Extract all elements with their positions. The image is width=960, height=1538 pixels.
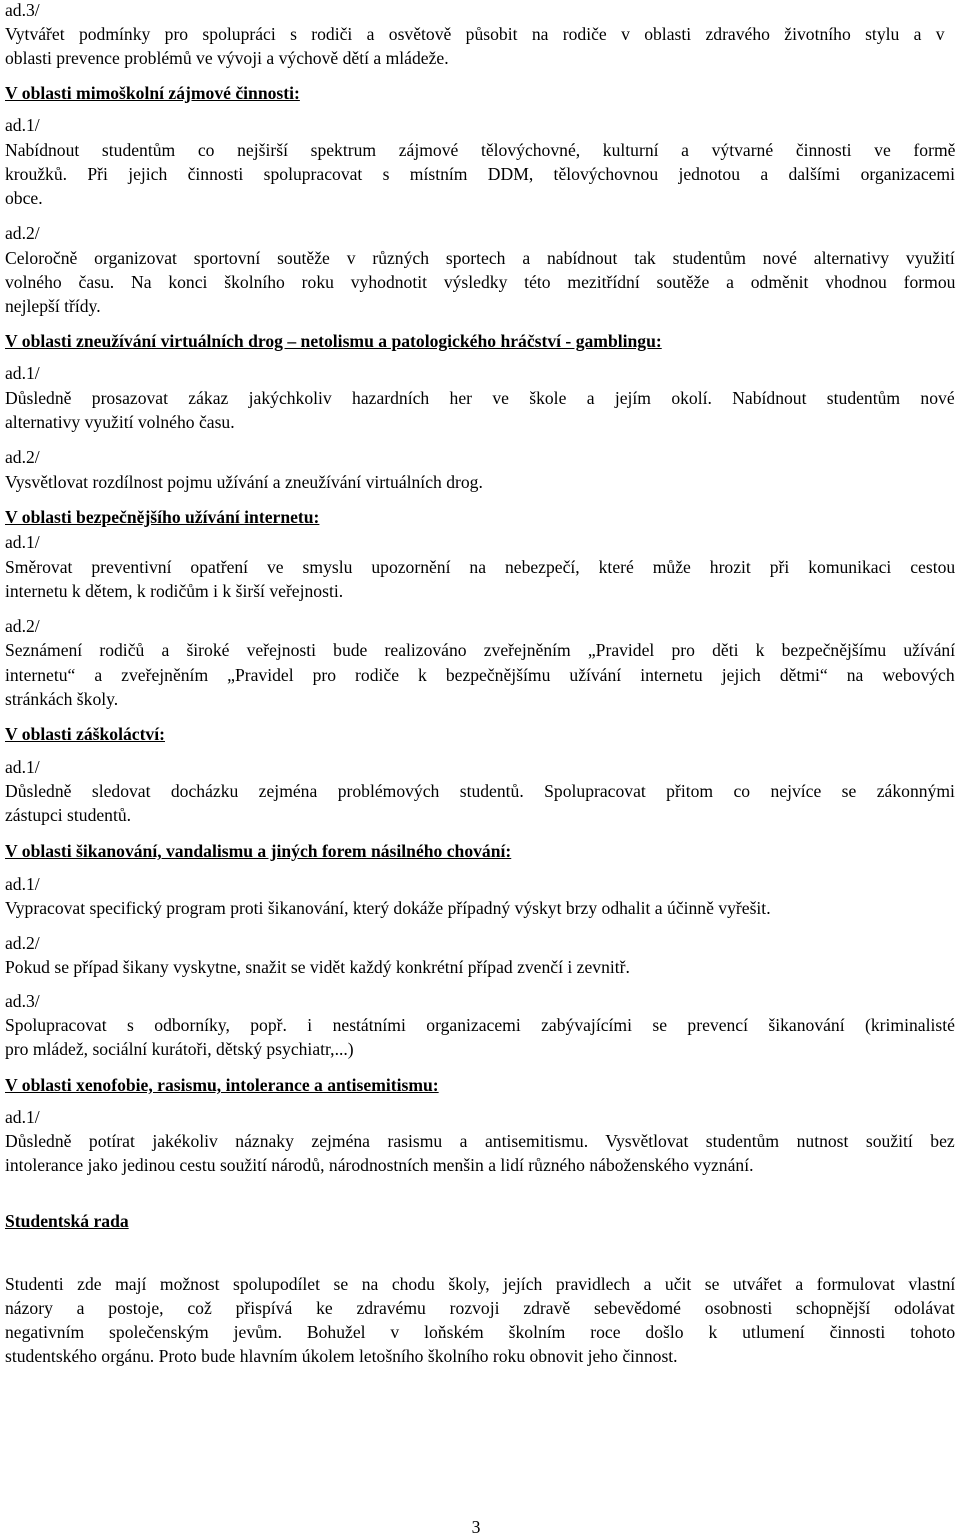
text-line: názory a postoje, což přispívá ke zdravému rozvoji zdravě sebevědomé osobnosti schopnější odolávat — [5, 1298, 955, 1318]
text-line: Vypracovat specifický program proti šikanování, který dokáže případný výskyt brzy odhalit a účinně vyřešit. — [5, 898, 771, 918]
text-line: internetu k dětem, k rodičům i k širší veřejnosti. — [5, 581, 344, 601]
text-line: ad.1/ — [5, 1107, 40, 1127]
text-line: ad.1/ — [5, 757, 40, 777]
text-line: alternativy využití volného času. — [5, 412, 235, 432]
text-line: nejlepší třídy. — [5, 296, 101, 316]
section-heading: V oblasti šikanování, vandalismu a jiných forem násilného chování: — [5, 841, 512, 861]
text-line: negativním společenským jevům. Bohužel v loňském školním roce došlo k utlumení činnosti tohoto — [5, 1322, 956, 1342]
text-line: ad.3/ — [5, 991, 40, 1011]
text-line: internetu“ a zveřejněním „Pravidel pro rodiče k bezpečnějšímu užívání internetu jejich dětmi“ na webových — [5, 665, 955, 685]
text-line: Důsledně sledovat docházku zejména problémových studentů. Spolupracovat přitom co nejvíce se zákonnými — [5, 781, 955, 801]
text-line: Nabídnout studentům co nejširší spektrum zájmové tělovýchovné, kulturní a výtvarné činnosti ve formě — [5, 140, 956, 160]
text-line: ad.1/ — [5, 115, 40, 135]
text-line: volného času. Na konci školního roku vyhodnotit výsledky této mezitřídní soutěže a odměnit vhodnou formou — [5, 272, 956, 292]
text-line: Směrovat preventivní opatření ve smyslu upozornění na nebezpečí, které může hrozit při komunikaci cestou — [5, 557, 956, 577]
text-line: Studenti zde mají možnost spolupodílet se na chodu školy, jejích pravidlech a učit se utvářet a formulovat vlastní — [5, 1274, 956, 1294]
text-line: Vysvětlovat rozdílnost pojmu užívání a zneužívání virtuálních drog. — [5, 472, 483, 492]
text-line: Spolupracovat s odborníky, popř. i nestátními organizacemi zabývajícími se prevencí šikanování (kriminalisté — [5, 1015, 955, 1035]
text-line: oblasti prevence problémů ve vývoji a výchově dětí a mládeže. — [5, 48, 449, 68]
section-heading: V oblasti zneužívání virtuálních drog – netolismu a patologického hráčství - gamblingu: — [5, 331, 662, 351]
text-line: intolerance jako jedinou cestu soužití národů, národnostních menšin a lidí různého náboženského vyznání. — [5, 1155, 754, 1175]
text-line: Pokud se případ šikany vyskytne, snažit se vidět každý konkrétní případ zvenčí i zevnitř. — [5, 957, 630, 977]
text-line: pro mládež, sociální kurátoři, dětský psychiatr,...) — [5, 1039, 354, 1059]
text-line: ad.1/ — [5, 874, 40, 894]
text-line: ad.2/ — [5, 933, 40, 953]
text-line: obce. — [5, 188, 43, 208]
section-heading: V oblasti bezpečnějšího užívání internetu: — [5, 507, 320, 527]
text-line: Celoročně organizovat sportovní soutěže v různých sportech a nabídnout tak studentům nové alternativy využití — [5, 248, 955, 268]
text-line: zástupci studentů. — [5, 805, 132, 825]
text-line: ad.2/ — [5, 447, 40, 467]
text-line: Seznámení rodičů a široké veřejnosti bude realizováno zveřejněním „Pravidel pro děti k bezpečnějšímu užívání — [5, 640, 956, 660]
section-heading: V oblasti záškoláctví: — [5, 724, 165, 744]
text-line: Vytvářet podmínky pro spolupráci s rodiči a osvětově působit na rodiče v oblasti zdravého životního stylu a v — [5, 24, 945, 44]
text-line: ad.3/ — [5, 0, 40, 20]
text-line: ad.2/ — [5, 223, 40, 243]
text-line: kroužků. Při jejich činnosti spolupracovat s místním DDM, tělovýchovnou jednotou a dalšími organizacemi — [5, 164, 956, 184]
section-heading: Studentská rada — [5, 1211, 129, 1231]
text-line: studentského orgánu. Proto bude hlavním úkolem letošního školního roku obnovit jeho činnost. — [5, 1346, 678, 1366]
section-heading: V oblasti mimoškolní zájmové činnosti: — [5, 83, 300, 103]
section-heading: V oblasti xenofobie, rasismu, intolerance a antisemitismu: — [5, 1075, 439, 1095]
text-line: ad.2/ — [5, 616, 40, 636]
text-line: Důsledně potírat jakékoliv náznaky zejména rasismu a antisemitismu. Vysvětlovat studentům nutnost soužití bez — [5, 1131, 955, 1151]
text-line: ad.1/ — [5, 532, 40, 552]
page-number: 3 — [471, 1517, 481, 1537]
text-line: stránkách školy. — [5, 689, 119, 709]
text-line: ad.1/ — [5, 363, 40, 383]
text-line: Důsledně prosazovat zákaz jakýchkoliv hazardních her ve škole a jejím okolí. Nabídnout studentům nové — [5, 388, 955, 408]
